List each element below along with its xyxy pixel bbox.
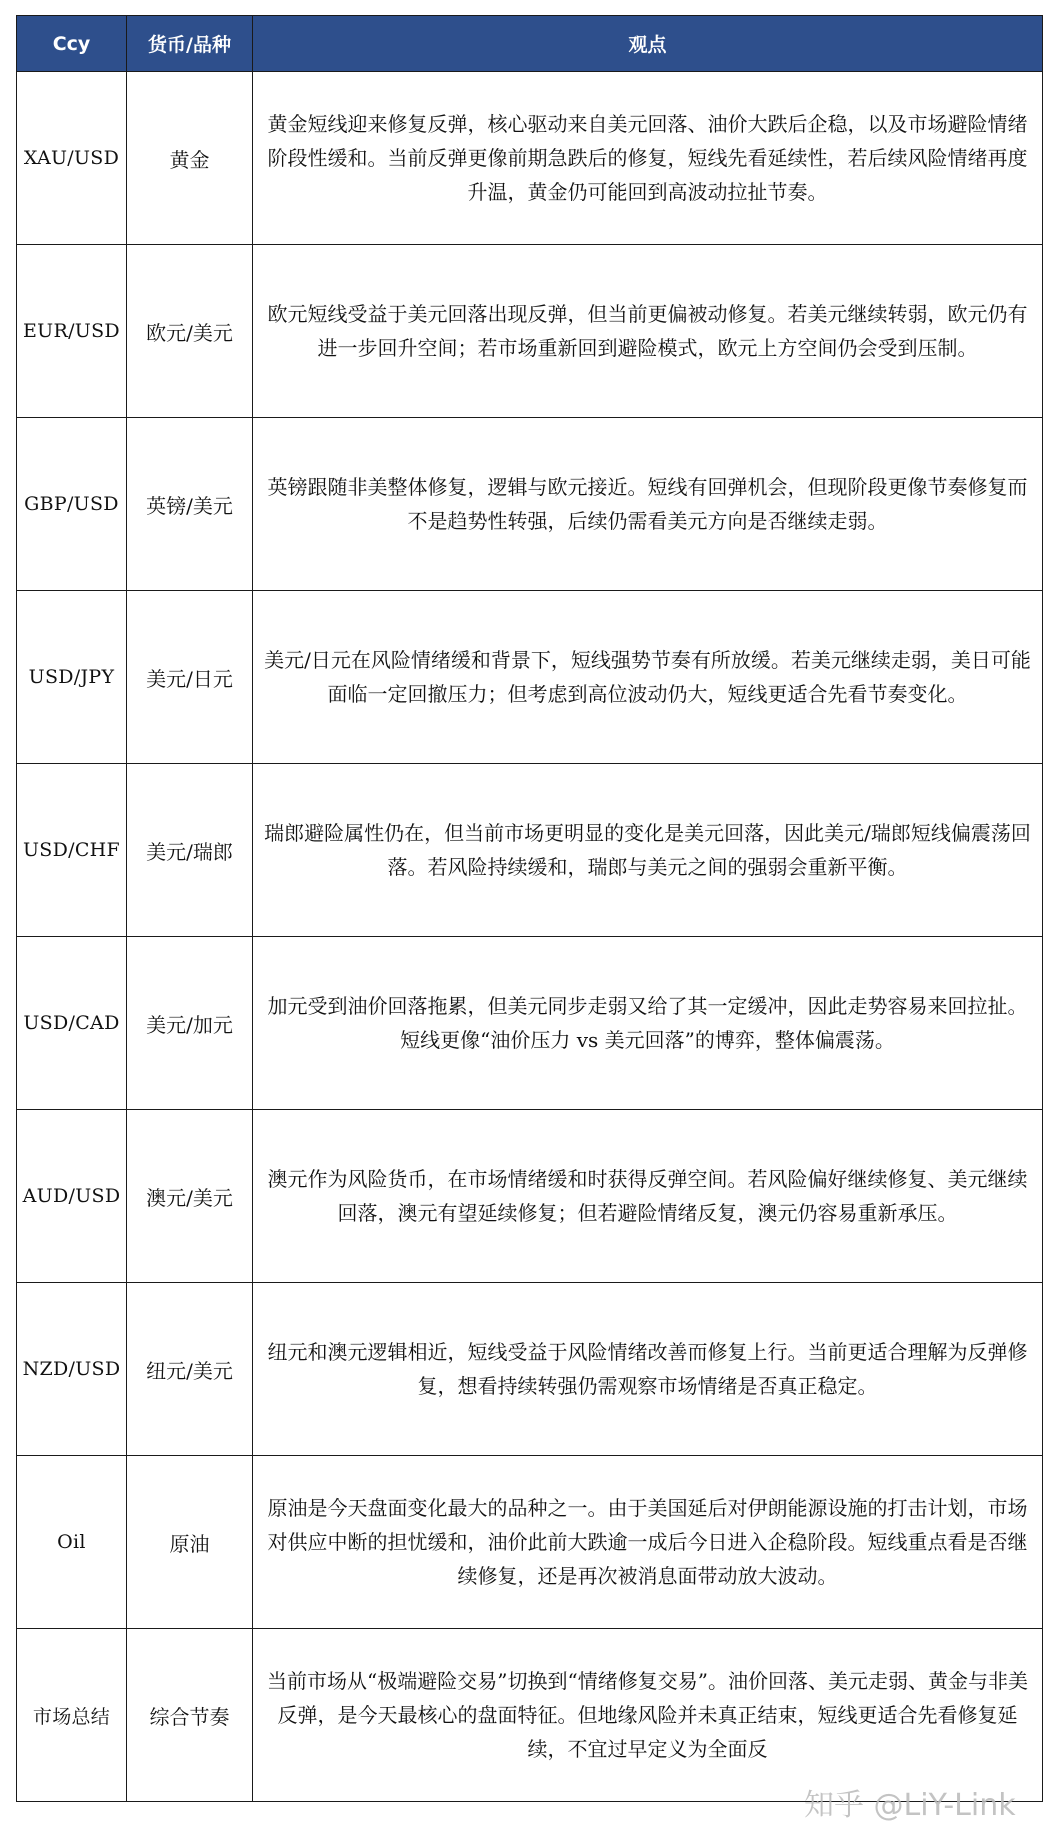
forex-outlook-table [16, 15, 1043, 1802]
row-name: 美元/日元 [127, 591, 253, 764]
row-ccy: AUD/USD [17, 1110, 127, 1283]
header-currency-name: 货币/品种 [127, 16, 253, 72]
table-row [17, 72, 1043, 245]
row-name: 美元/瑞郎 [127, 764, 253, 937]
row-ccy: XAU/USD [17, 72, 127, 245]
row-name: 综合节奏 [127, 1629, 253, 1802]
row-view: 原油是今天盘面变化最大的品种之一。由于美国延后对伊朗能源设施的打击计划，市场对供应中断的担忧缓和，油价此前大跌逾一成后今日进入企稳阶段。短线重点看是否继续修复，还是再次被消息面带动放大波动。 [253, 1456, 1043, 1629]
row-name: 原油 [127, 1456, 253, 1629]
row-ccy: GBP/USD [17, 418, 127, 591]
row-view: 纽元和澳元逻辑相近，短线受益于风险情绪改善而修复上行。当前更适合理解为反弹修复，想看持续转强仍需观察市场情绪是否真正稳定。 [253, 1283, 1043, 1456]
table-header-row [17, 16, 1043, 72]
row-ccy: 市场总结 [17, 1629, 127, 1802]
row-view: 澳元作为风险货币，在市场情绪缓和时获得反弹空间。若风险偏好继续修复、美元继续回落，澳元有望延续修复；但若避险情绪反复，澳元仍容易重新承压。 [253, 1110, 1043, 1283]
watermark: 知乎 @LiY-Link [804, 1788, 1016, 1823]
row-name: 澳元/美元 [127, 1110, 253, 1283]
row-ccy: EUR/USD [17, 245, 127, 418]
forex-outlook-table-container [16, 15, 1042, 1802]
row-view: 美元/日元在风险情绪缓和背景下，短线强势节奏有所放缓。若美元继续走弱，美日可能面临一定回撤压力；但考虑到高位波动仍大，短线更适合先看节奏变化。 [253, 591, 1043, 764]
table-row [17, 1629, 1043, 1802]
row-view: 黄金短线迎来修复反弹，核心驱动来自美元回落、油价大跌后企稳，以及市场避险情绪阶段性缓和。当前反弹更像前期急跌后的修复，短线先看延续性，若后续风险情绪再度升温，黄金仍可能回到高波动拉扯节奏。 [253, 72, 1043, 245]
row-ccy: Oil [17, 1456, 127, 1629]
header-ccy: Ccy [17, 16, 127, 72]
table-row [17, 1283, 1043, 1456]
row-view: 加元受到油价回落拖累，但美元同步走弱又给了其一定缓冲，因此走势容易来回拉扯。短线更像“油价压力 vs 美元回落”的博弈，整体偏震荡。 [253, 937, 1043, 1110]
row-ccy: USD/JPY [17, 591, 127, 764]
row-name: 英镑/美元 [127, 418, 253, 591]
table-row [17, 1110, 1043, 1283]
row-view: 英镑跟随非美整体修复，逻辑与欧元接近。短线有回弹机会，但现阶段更像节奏修复而不是趋势性转强，后续仍需看美元方向是否继续走弱。 [253, 418, 1043, 591]
table-row [17, 245, 1043, 418]
row-view: 瑞郎避险属性仍在，但当前市场更明显的变化是美元回落，因此美元/瑞郎短线偏震荡回落。若风险持续缓和，瑞郎与美元之间的强弱会重新平衡。 [253, 764, 1043, 937]
row-name: 欧元/美元 [127, 245, 253, 418]
table-row [17, 937, 1043, 1110]
row-view: 欧元短线受益于美元回落出现反弹，但当前更偏被动修复。若美元继续转弱，欧元仍有进一步回升空间；若市场重新回到避险模式，欧元上方空间仍会受到压制。 [253, 245, 1043, 418]
row-ccy: USD/CHF [17, 764, 127, 937]
row-name: 黄金 [127, 72, 253, 245]
row-name: 美元/加元 [127, 937, 253, 1110]
row-ccy: USD/CAD [17, 937, 127, 1110]
header-view: 观点 [253, 16, 1043, 72]
row-name: 纽元/美元 [127, 1283, 253, 1456]
table-row [17, 764, 1043, 937]
row-view: 当前市场从“极端避险交易”切换到“情绪修复交易”。油价回落、美元走弱、黄金与非美反弹，是今天最核心的盘面特征。但地缘风险并未真正结束，短线更适合先看修复延续，不宜过早定义为全面反 [253, 1629, 1043, 1802]
table-row [17, 591, 1043, 764]
table-row [17, 1456, 1043, 1629]
row-ccy: NZD/USD [17, 1283, 127, 1456]
table-row [17, 418, 1043, 591]
